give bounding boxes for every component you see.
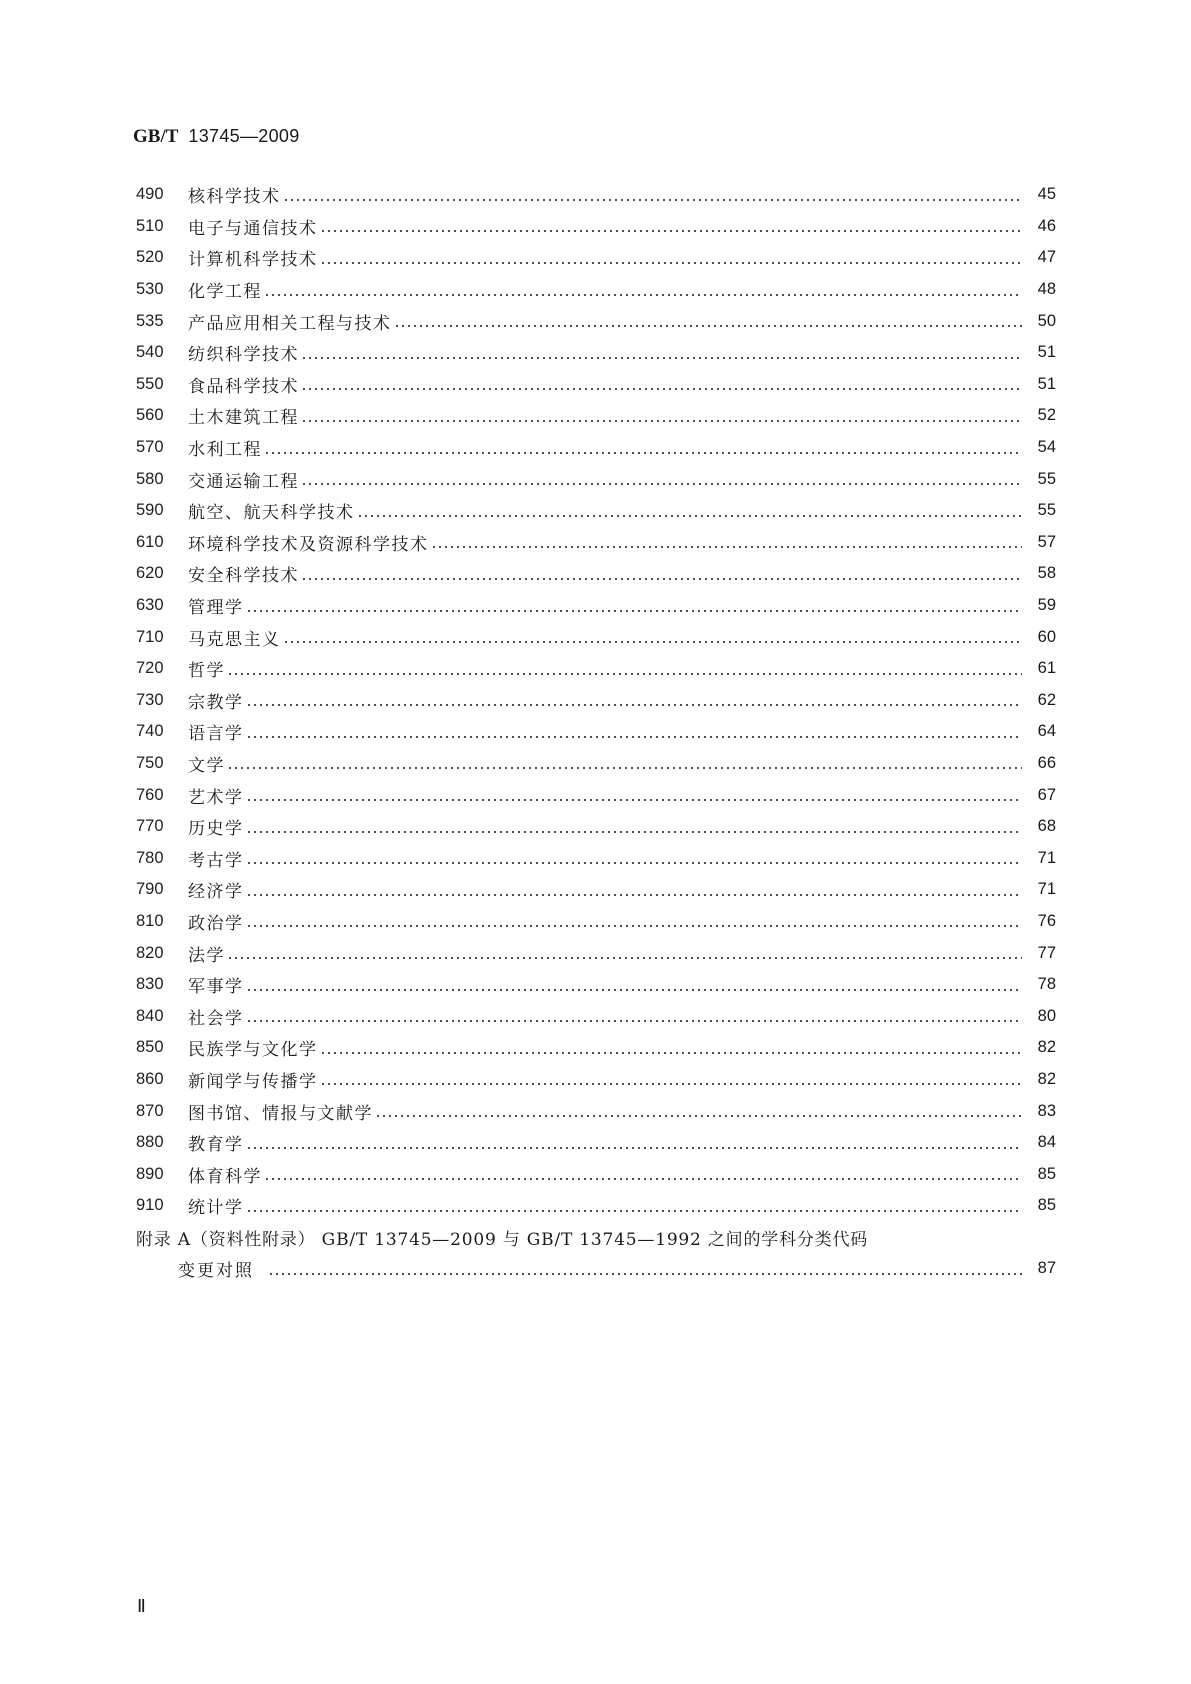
- toc-entry-code: 890: [136, 1164, 164, 1183]
- toc-entry[interactable]: [136, 874, 1056, 906]
- toc-entry-title: 核科学技术: [188, 187, 281, 208]
- toc-entry-code: 710: [136, 627, 164, 646]
- toc-entry-page: 51: [1037, 343, 1056, 362]
- toc-entry-page: 78: [1037, 975, 1056, 994]
- toc-leader-dots: [246, 924, 1023, 928]
- toc-leader-dots: [246, 861, 1023, 865]
- toc-entry-title: 民族学与文化学: [188, 1040, 318, 1061]
- toc-leader-dots: [301, 387, 1022, 391]
- toc-entry-page: 55: [1037, 501, 1056, 520]
- toc-entry-title: 教育学: [188, 1135, 244, 1156]
- toc-leader-dots: [246, 1209, 1023, 1213]
- toc-appendix-title-continued: 变更对照: [178, 1261, 254, 1282]
- toc-entry-code: 610: [136, 532, 164, 551]
- toc-entry-title: 新闻学与传播学: [188, 1071, 318, 1092]
- toc-entry-code: 720: [136, 659, 164, 678]
- toc-entry-code: 780: [136, 848, 164, 867]
- toc-entry-code: 535: [136, 311, 164, 330]
- toc-leader-dots: [301, 356, 1022, 360]
- toc-appendix-heading[interactable]: [136, 1222, 1056, 1254]
- toc-leader-dots: [264, 451, 1022, 455]
- toc-entry-page: 84: [1037, 1133, 1056, 1152]
- toc-entry-code: 880: [136, 1133, 164, 1152]
- toc-entry-title: 化学工程: [188, 282, 262, 303]
- toc-entry-page: 46: [1037, 216, 1056, 235]
- standard-number: 13745—2009: [188, 126, 300, 146]
- toc-entry-code: 620: [136, 564, 164, 583]
- toc-entry-page: 68: [1037, 817, 1056, 836]
- toc-entry-page: 85: [1037, 1164, 1056, 1183]
- toc-entry-page: 47: [1037, 248, 1056, 267]
- toc-leader-dots: [246, 703, 1023, 707]
- toc-entry[interactable]: [136, 969, 1056, 1001]
- toc-entry[interactable]: [136, 369, 1056, 401]
- toc-entry-title: 土木建筑工程: [188, 408, 299, 429]
- toc-entry-title: 经济学: [188, 882, 244, 903]
- toc-entry-code: 590: [136, 501, 164, 520]
- toc-leader-dots: [246, 1146, 1023, 1150]
- toc-entry-page: 62: [1037, 690, 1056, 709]
- toc-leader-dots: [246, 798, 1023, 802]
- toc-leader-dots: [246, 735, 1023, 739]
- toc-entry[interactable]: [136, 242, 1056, 274]
- toc-entry-code: 770: [136, 817, 164, 836]
- toc-entry-page: 50: [1037, 311, 1056, 330]
- toc-entry[interactable]: [136, 1190, 1056, 1222]
- toc-entry[interactable]: [136, 779, 1056, 811]
- toc-entry-page: 59: [1037, 596, 1056, 615]
- toc-leader-dots: [320, 1051, 1023, 1055]
- toc-entry[interactable]: [136, 1064, 1056, 1096]
- toc-entry-page: 58: [1037, 564, 1056, 583]
- toc-entry-title: 计算机科学技术: [188, 250, 318, 271]
- toc-entry-code: 870: [136, 1101, 164, 1120]
- toc-entry[interactable]: [136, 1095, 1056, 1127]
- toc-entry-title: 宗教学: [188, 692, 244, 713]
- toc-entry[interactable]: [136, 495, 1056, 527]
- toc-entry[interactable]: [136, 621, 1056, 653]
- toc-entry[interactable]: [136, 1158, 1056, 1190]
- toc-entry[interactable]: [136, 685, 1056, 717]
- toc-entry-page: 76: [1037, 911, 1056, 930]
- toc-entry-title: 语言学: [188, 724, 244, 745]
- toc-entry[interactable]: [136, 400, 1056, 432]
- toc-entry-page: 52: [1037, 406, 1056, 425]
- toc-leader-dots: [394, 324, 1023, 328]
- toc-entry-title: 社会学: [188, 1008, 244, 1029]
- toc-entry-title: 图书馆、情报与文献学: [188, 1103, 373, 1124]
- toc-entry-page: 66: [1037, 753, 1056, 772]
- toc-leader-dots: [320, 1082, 1023, 1086]
- toc-entry-title: 政治学: [188, 913, 244, 934]
- toc-entry-title: 交通运输工程: [188, 471, 299, 492]
- toc-entry-code: 820: [136, 943, 164, 962]
- table-of-contents: [136, 179, 1056, 1285]
- toc-entry-title: 文学: [188, 755, 225, 776]
- toc-leader-dots: [357, 514, 1023, 518]
- toc-entry-title: 安全科学技术: [188, 566, 299, 587]
- toc-entry-title: 水利工程: [188, 440, 262, 461]
- toc-entry-title: 航空、航天科学技术: [188, 503, 355, 524]
- toc-entry[interactable]: [136, 211, 1056, 243]
- toc-entry[interactable]: [136, 558, 1056, 590]
- toc-entry-title: 体育科学: [188, 1166, 262, 1187]
- toc-entry-page: 45: [1037, 185, 1056, 204]
- toc-leader-dots: [301, 419, 1022, 423]
- toc-entry-page: 83: [1037, 1101, 1056, 1120]
- toc-entry[interactable]: [136, 842, 1056, 874]
- toc-entry-title: 艺术学: [188, 787, 244, 808]
- toc-entry[interactable]: [136, 305, 1056, 337]
- toc-entry[interactable]: [136, 906, 1056, 938]
- toc-leader-dots: [283, 640, 1023, 644]
- toc-entry[interactable]: [136, 179, 1056, 211]
- toc-entry-page: 82: [1037, 1038, 1056, 1057]
- toc-leader-dots: [227, 956, 1022, 960]
- toc-entry-title: 环境科学技术及资源科学技术: [188, 534, 429, 555]
- toc-entry[interactable]: [136, 590, 1056, 622]
- toc-entry-page: 64: [1037, 722, 1056, 741]
- toc-entry-code: 540: [136, 343, 164, 362]
- toc-entry-code: 860: [136, 1069, 164, 1088]
- toc-entry-title: 马克思主义: [188, 629, 281, 650]
- toc-leader-dots: [246, 988, 1023, 992]
- toc-entry-code: 790: [136, 880, 164, 899]
- toc-entry-title: 食品科学技术: [188, 376, 299, 397]
- toc-entry-title: 电子与通信技术: [188, 218, 318, 239]
- toc-entry-page: 82: [1037, 1069, 1056, 1088]
- page-number: Ⅱ: [137, 1596, 146, 1616]
- toc-entry-page: 60: [1037, 627, 1056, 646]
- toc-entry[interactable]: [136, 432, 1056, 464]
- document-header: [133, 126, 300, 148]
- toc-leader-dots: [264, 293, 1022, 297]
- toc-leader-dots: [264, 1177, 1022, 1181]
- toc-leader-dots: [227, 766, 1022, 770]
- toc-entry-title: 历史学: [188, 819, 244, 840]
- toc-leader-dots: [320, 261, 1023, 265]
- toc-appendix-title: 附录 A（资料性附录） GB/T 13745—2009 与 GB/T 13745—1992 之间的学科分类代码: [136, 1229, 869, 1250]
- toc-entry[interactable]: [136, 716, 1056, 748]
- toc-entry[interactable]: [136, 274, 1056, 306]
- toc-entry-page: 54: [1037, 438, 1056, 457]
- toc-entry[interactable]: [136, 811, 1056, 843]
- toc-entry-title: 纺织科学技术: [188, 345, 299, 366]
- toc-entry-title: 法学: [188, 945, 225, 966]
- toc-entry[interactable]: [136, 1000, 1056, 1032]
- toc-leader-dots: [268, 1272, 1022, 1276]
- toc-entry-page: 80: [1037, 1006, 1056, 1025]
- toc-entry-code: 490: [136, 185, 164, 204]
- toc-entry-code: 850: [136, 1038, 164, 1057]
- toc-entry-code: 560: [136, 406, 164, 425]
- toc-entry-page: 85: [1037, 1196, 1056, 1215]
- toc-leader-dots: [246, 1019, 1023, 1023]
- toc-leader-dots: [246, 893, 1023, 897]
- toc-entry-title: 哲学: [188, 661, 225, 682]
- toc-entry-code: 530: [136, 280, 164, 299]
- toc-entry-code: 510: [136, 216, 164, 235]
- toc-leader-dots: [320, 229, 1023, 233]
- toc-entry-page: 71: [1037, 880, 1056, 899]
- toc-entry-code: 730: [136, 690, 164, 709]
- toc-leader-dots: [431, 545, 1023, 549]
- toc-leader-dots: [283, 198, 1023, 202]
- toc-entry-page: 77: [1037, 943, 1056, 962]
- toc-entry-code: 520: [136, 248, 164, 267]
- toc-entry-page: 71: [1037, 848, 1056, 867]
- toc-entries: [136, 179, 1056, 1222]
- toc-leader-dots: [301, 482, 1022, 486]
- toc-entry[interactable]: [136, 1032, 1056, 1064]
- toc-entry-code: 630: [136, 596, 164, 615]
- toc-leader-dots: [246, 609, 1023, 613]
- toc-entry[interactable]: [136, 337, 1056, 369]
- toc-entry-title: 产品应用相关工程与技术: [188, 313, 392, 334]
- toc-entry-code: 760: [136, 785, 164, 804]
- toc-leader-dots: [246, 830, 1023, 834]
- toc-entry-page: 48: [1037, 280, 1056, 299]
- toc-entry-page: 55: [1037, 469, 1056, 488]
- toc-entry-title: 军事学: [188, 977, 244, 998]
- toc-entry[interactable]: [136, 653, 1056, 685]
- toc-appendix-continuation[interactable]: [136, 1253, 1056, 1285]
- toc-leader-dots: [227, 672, 1022, 676]
- standard-prefix: GB/T: [133, 126, 179, 147]
- toc-entry-title: 考古学: [188, 850, 244, 871]
- toc-entry-title: 管理学: [188, 598, 244, 619]
- toc-leader-dots: [301, 577, 1022, 581]
- toc-entry-code: 810: [136, 911, 164, 930]
- toc-appendix-page: 87: [1037, 1259, 1056, 1278]
- toc-entry-code: 550: [136, 374, 164, 393]
- toc-entry-code: 910: [136, 1196, 164, 1215]
- toc-entry-code: 830: [136, 975, 164, 994]
- toc-entry-code: 840: [136, 1006, 164, 1025]
- toc-entry-page: 51: [1037, 374, 1056, 393]
- toc-entry[interactable]: [136, 937, 1056, 969]
- toc-entry[interactable]: [136, 527, 1056, 559]
- toc-leader-dots: [375, 1114, 1022, 1118]
- toc-entry-title: 统计学: [188, 1198, 244, 1219]
- toc-entry-code: 580: [136, 469, 164, 488]
- toc-entry-code: 750: [136, 753, 164, 772]
- toc-entry-code: 740: [136, 722, 164, 741]
- toc-entry-page: 57: [1037, 532, 1056, 551]
- toc-entry-page: 61: [1037, 659, 1056, 678]
- toc-entry-page: 67: [1037, 785, 1056, 804]
- toc-entry-code: 570: [136, 438, 164, 457]
- toc-entry[interactable]: [136, 1127, 1056, 1159]
- toc-entry[interactable]: [136, 748, 1056, 780]
- toc-entry[interactable]: [136, 463, 1056, 495]
